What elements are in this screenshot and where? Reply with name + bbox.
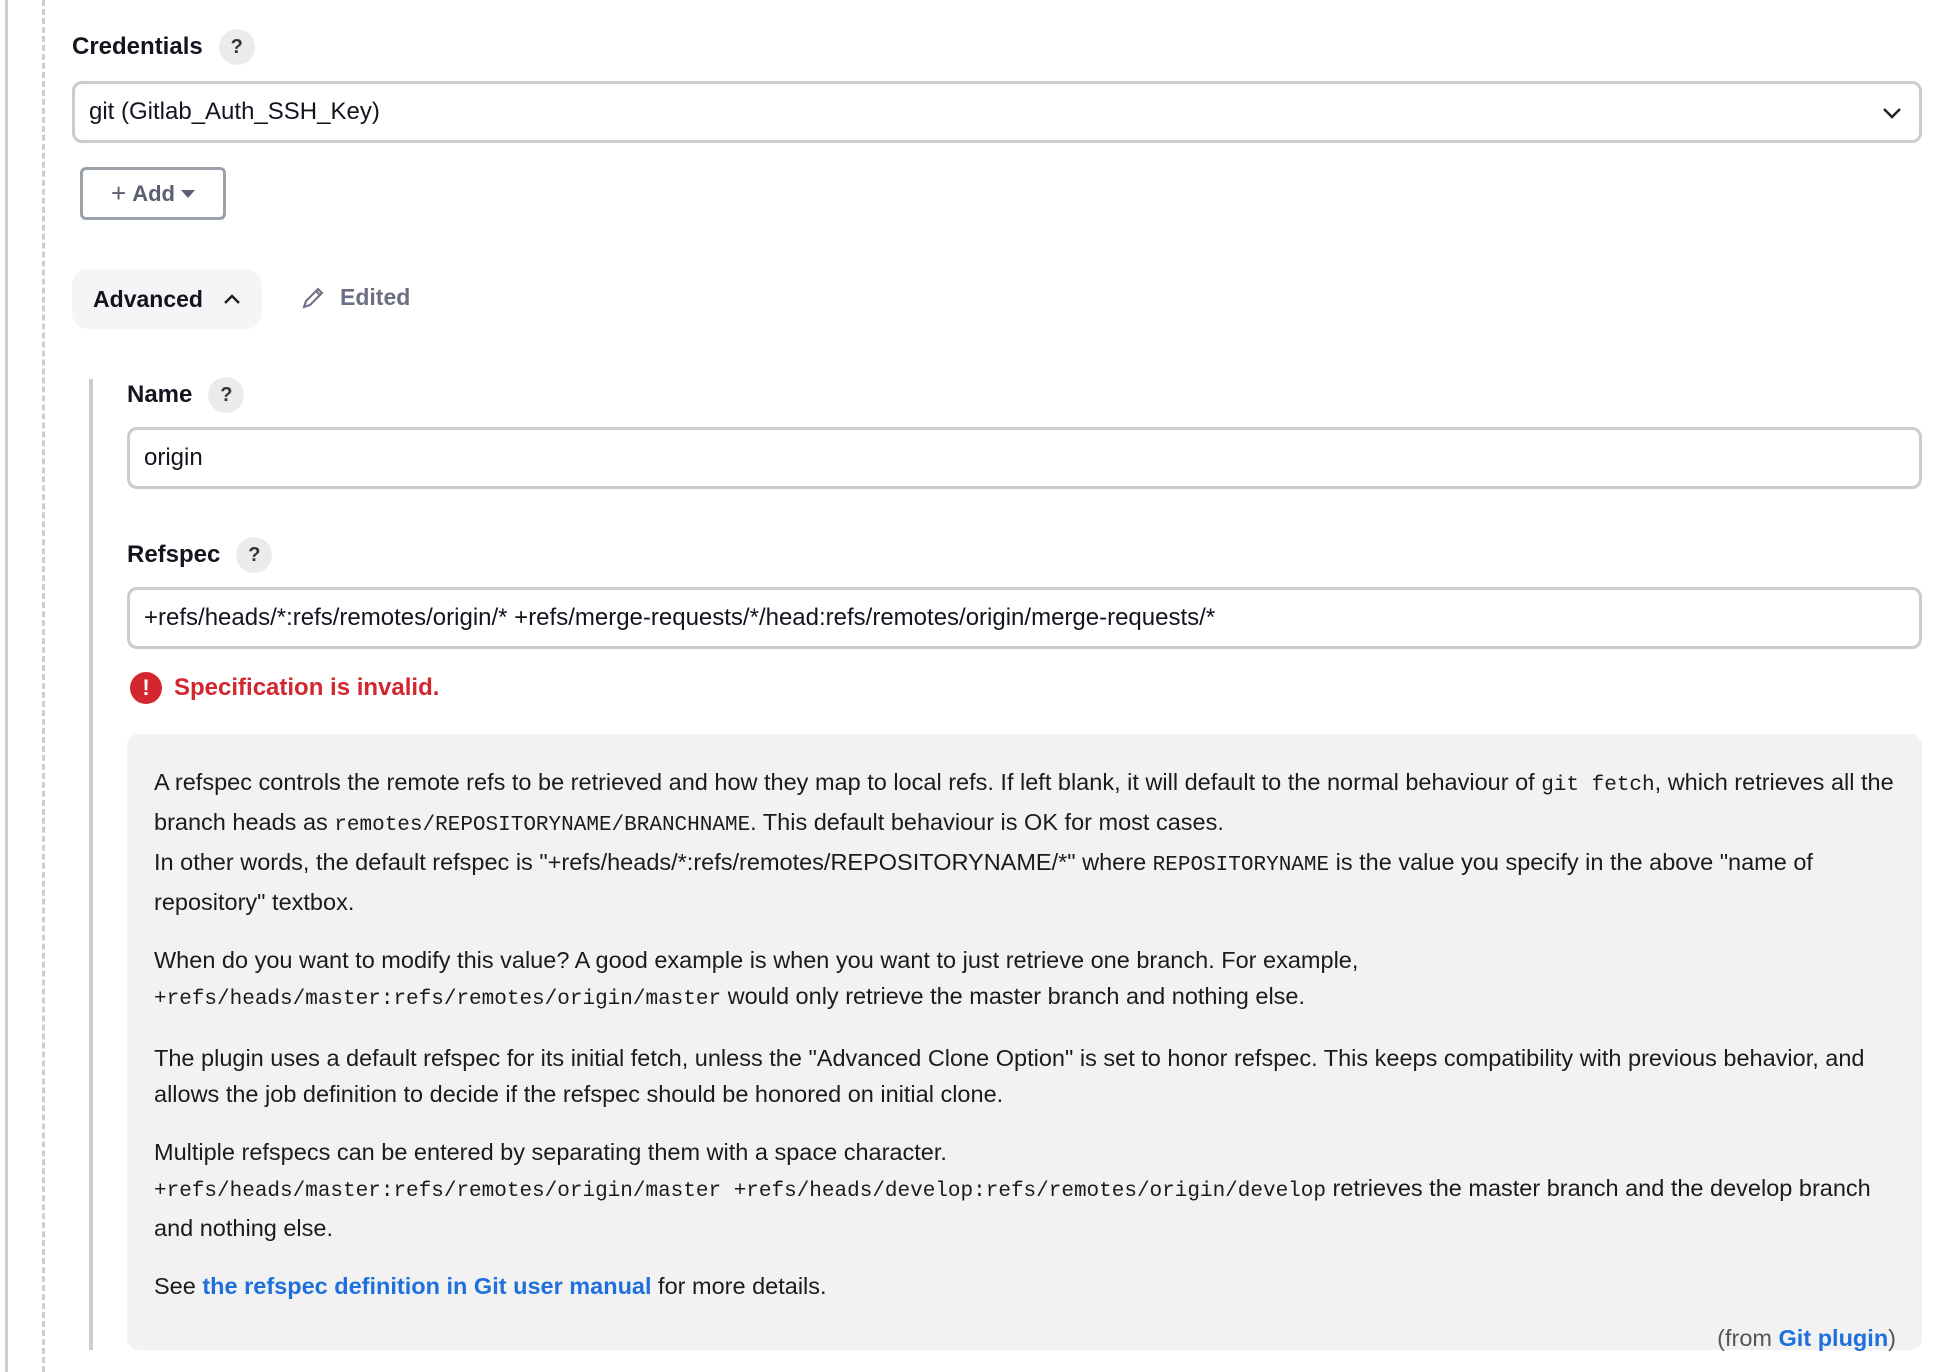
help-code: REPOSITORYNAME (1152, 854, 1330, 877)
name-value: origin (144, 444, 203, 471)
error-message: Specification is invalid. (174, 674, 440, 701)
plus-icon: + (111, 178, 127, 208)
edited-indicator (300, 284, 410, 311)
help-text: would only retrieve the master branch and nothing else. (721, 983, 1306, 1009)
help-text: See (154, 1273, 203, 1299)
advanced-label: Advanced (93, 285, 203, 312)
help-text: ) (1888, 1325, 1896, 1351)
pencil-icon (300, 285, 326, 311)
refspec-error (130, 672, 439, 704)
name-input[interactable] (127, 427, 1922, 489)
name-label-text: Name (127, 381, 193, 408)
git-plugin-link[interactable]: Git plugin (1778, 1325, 1889, 1351)
help-text: A refspec controls the remote refs to be retrieved and how they map to local refs. If left blank, it will default to the normal behaviour of (154, 769, 1542, 795)
add-credentials-button[interactable] (80, 167, 226, 220)
help-text: (from (1717, 1325, 1779, 1351)
error-icon: ! (130, 672, 162, 704)
name-help-icon[interactable]: ? (208, 377, 244, 413)
name-label (127, 377, 244, 413)
credentials-help-icon[interactable]: ? (219, 29, 255, 65)
add-label: Add (132, 180, 175, 206)
section-border (5, 0, 8, 1372)
help-text: , which retrieves all the branch heads as (154, 769, 1894, 835)
credentials-label (72, 29, 255, 65)
help-paragraph (154, 764, 1896, 920)
chevron-up-icon (223, 293, 241, 305)
help-text: for more details. (651, 1273, 827, 1299)
credentials-selected-value: git (Gitlab_Auth_SSH_Key) (89, 98, 380, 125)
help-paragraph: The plugin uses a default refspec for its initial fetch, unless the "Advanced Clone Option" is set to honor refspec. This keeps compatibility with previous behavior, and allows the job definition to decide if the refspec should be honored on initial clone. (154, 1045, 1865, 1107)
help-text: Multiple refspecs can be entered by separating them with a space character. (154, 1139, 947, 1165)
refspec-label (127, 537, 272, 573)
help-paragraph (154, 1268, 1896, 1304)
refspec-help-icon[interactable]: ? (236, 537, 272, 573)
refspec-manual-link[interactable]: the refspec definition in Git user manual (202, 1273, 652, 1299)
caret-down-icon (181, 190, 195, 198)
help-paragraph (154, 1134, 1896, 1246)
help-paragraph (154, 942, 1896, 1018)
refspec-input[interactable] (127, 587, 1922, 649)
help-text: is the value you specify in the above "name of repository" textbox. (154, 849, 1813, 915)
edited-label: Edited (340, 284, 411, 310)
help-text: retrieves the master branch and the develop branch and nothing else. (154, 1175, 1871, 1241)
nesting-guide (42, 0, 45, 1372)
chevron-down-icon (1881, 102, 1903, 124)
refspec-value: +refs/heads/*:refs/remotes/origin/* +refs/merge-requests/*/head:refs/remotes/origin/merge-requests/* (144, 604, 1216, 631)
credentials-select[interactable] (72, 81, 1922, 143)
help-code: +refs/heads/master:refs/remotes/origin/master (154, 988, 722, 1011)
help-code: git fetch (1541, 774, 1655, 797)
help-code: +refs/heads/master:refs/remotes/origin/master +refs/heads/develop:refs/remotes/origin/develop (154, 1180, 1326, 1203)
advanced-section-bar (89, 379, 93, 1350)
refspec-help-panel (127, 734, 1922, 1350)
refspec-label-text: Refspec (127, 541, 221, 568)
help-source (154, 1320, 1896, 1356)
help-text: When do you want to modify this value? A good example is when you want to just retrieve one branch. For example, (154, 947, 1359, 973)
help-text: In other words, the default refspec is "+refs/heads/*:refs/remotes/REPOSITORYNAME/*" where (154, 849, 1153, 875)
credentials-label-text: Credentials (72, 33, 203, 60)
help-code: remotes/REPOSITORYNAME/BRANCHNAME (334, 814, 751, 837)
advanced-toggle-button[interactable] (72, 269, 262, 329)
help-text: . This default behaviour is OK for most cases. (750, 809, 1224, 835)
